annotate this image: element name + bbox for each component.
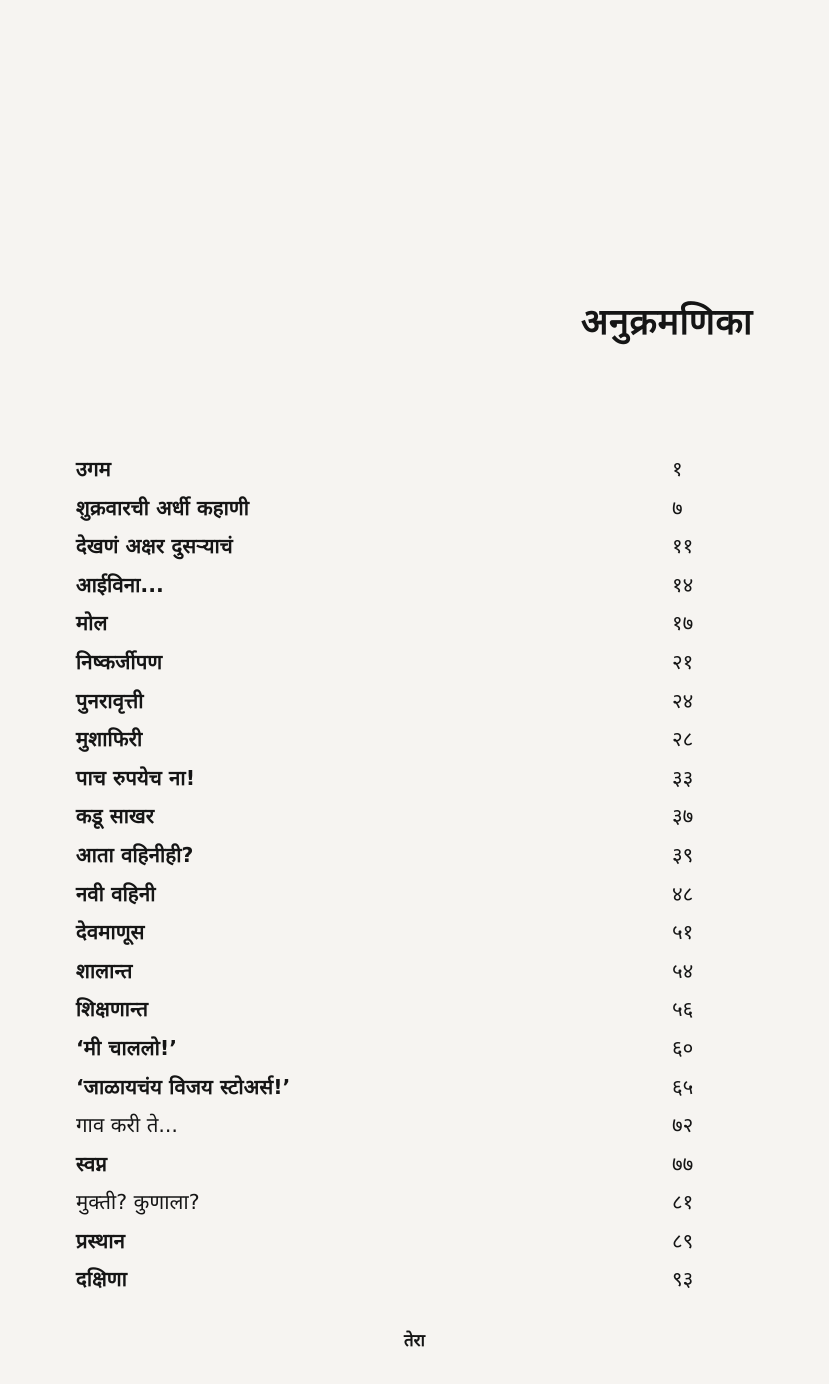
toc-entry-title: मुक्ती? कुणाला? <box>76 1190 200 1215</box>
toc-entry-title: नवी वहिनी <box>76 881 156 906</box>
toc-entry-title: शिक्षणान्त <box>76 997 149 1022</box>
toc-entry[interactable] <box>76 761 716 800</box>
toc-entry[interactable] <box>76 799 716 838</box>
toc-entry[interactable] <box>76 491 716 530</box>
toc-entry-page: ९३ <box>672 1267 694 1292</box>
toc-entry-page: ६५ <box>672 1074 694 1099</box>
toc-entry-title: स्वप्न <box>76 1151 108 1176</box>
toc-entry[interactable] <box>76 1262 716 1301</box>
toc-entry-title: ‘मी चाललो!’ <box>76 1035 178 1060</box>
toc-entry-title: शालान्त <box>76 958 133 983</box>
toc-entry-title: कडू साखर <box>76 804 155 829</box>
toc-entry-page: ५१ <box>672 920 694 945</box>
toc-entry[interactable] <box>76 452 716 491</box>
toc-entry[interactable] <box>76 529 716 568</box>
toc-entry[interactable] <box>76 722 716 761</box>
toc-entry[interactable] <box>76 1185 716 1224</box>
toc-entry[interactable] <box>76 1070 716 1109</box>
toc-entry[interactable] <box>76 838 716 877</box>
toc-entry-title: आता वहिनीही? <box>76 842 194 867</box>
toc-entry-page: ११ <box>672 534 694 559</box>
toc-entry-title: ‘जाळायचंय विजय स्टोअर्स!’ <box>76 1074 291 1099</box>
toc-entry-page: ८१ <box>672 1190 694 1215</box>
toc-entry[interactable] <box>76 954 716 993</box>
table-of-contents <box>76 452 716 1301</box>
toc-entry-title: गाव करी ते... <box>76 1113 178 1138</box>
toc-entry-page: २४ <box>672 688 694 713</box>
toc-entry[interactable] <box>76 877 716 916</box>
toc-entry-title: शुक्रवारची अर्धी कहाणी <box>76 495 250 520</box>
toc-entry[interactable] <box>76 606 716 645</box>
toc-entry-page: २१ <box>672 649 694 674</box>
toc-entry-title: दक्षिणा <box>76 1267 128 1292</box>
toc-entry[interactable] <box>76 1108 716 1147</box>
toc-entry-page: ५४ <box>672 958 694 983</box>
toc-entry-title: प्रस्थान <box>76 1228 126 1253</box>
toc-entry-page: ७ <box>672 495 683 520</box>
toc-entry-page: ३९ <box>672 842 694 867</box>
toc-entry[interactable] <box>76 568 716 607</box>
toc-entry-title: आईविना... <box>76 572 164 597</box>
toc-entry-page: ४८ <box>672 881 694 906</box>
toc-entry-page: ३७ <box>672 804 694 829</box>
toc-entry-page: १ <box>672 457 683 481</box>
toc-entry-page: ५६ <box>672 997 694 1022</box>
page-title: अनुक्रमणिका <box>581 302 753 343</box>
toc-entry-page: ७२ <box>672 1113 694 1138</box>
toc-entry-page: १४ <box>672 572 694 597</box>
toc-entry-title: निष्कर्जीपण <box>76 649 163 674</box>
toc-entry-title: मोल <box>76 611 108 636</box>
toc-entry-title: पुनरावृत्ती <box>76 688 144 713</box>
toc-entry-page: ८९ <box>672 1228 694 1253</box>
page-number-footer: तेरा <box>403 1331 426 1351</box>
toc-entry-title: देवमाणूस <box>76 920 145 945</box>
toc-entry[interactable] <box>76 915 716 954</box>
toc-entry[interactable] <box>76 684 716 723</box>
toc-entry-title: देखणं अक्षर दुसऱ्याचं <box>76 534 233 559</box>
toc-entry[interactable] <box>76 1147 716 1186</box>
toc-entry[interactable] <box>76 992 716 1031</box>
toc-entry-page: १७ <box>672 611 694 636</box>
toc-entry-title: मुशाफिरी <box>76 727 143 752</box>
toc-entry-title: पाच रुपयेच ना! <box>76 765 196 790</box>
toc-entry[interactable] <box>76 1031 716 1070</box>
toc-entry-page: २८ <box>672 727 694 752</box>
toc-entry-page: ३३ <box>672 765 694 790</box>
toc-entry-page: ७७ <box>672 1151 694 1176</box>
toc-entry[interactable] <box>76 1224 716 1263</box>
toc-entry[interactable] <box>76 645 716 684</box>
toc-entry-title: उगम <box>76 457 112 481</box>
toc-entry-page: ६० <box>672 1035 694 1060</box>
